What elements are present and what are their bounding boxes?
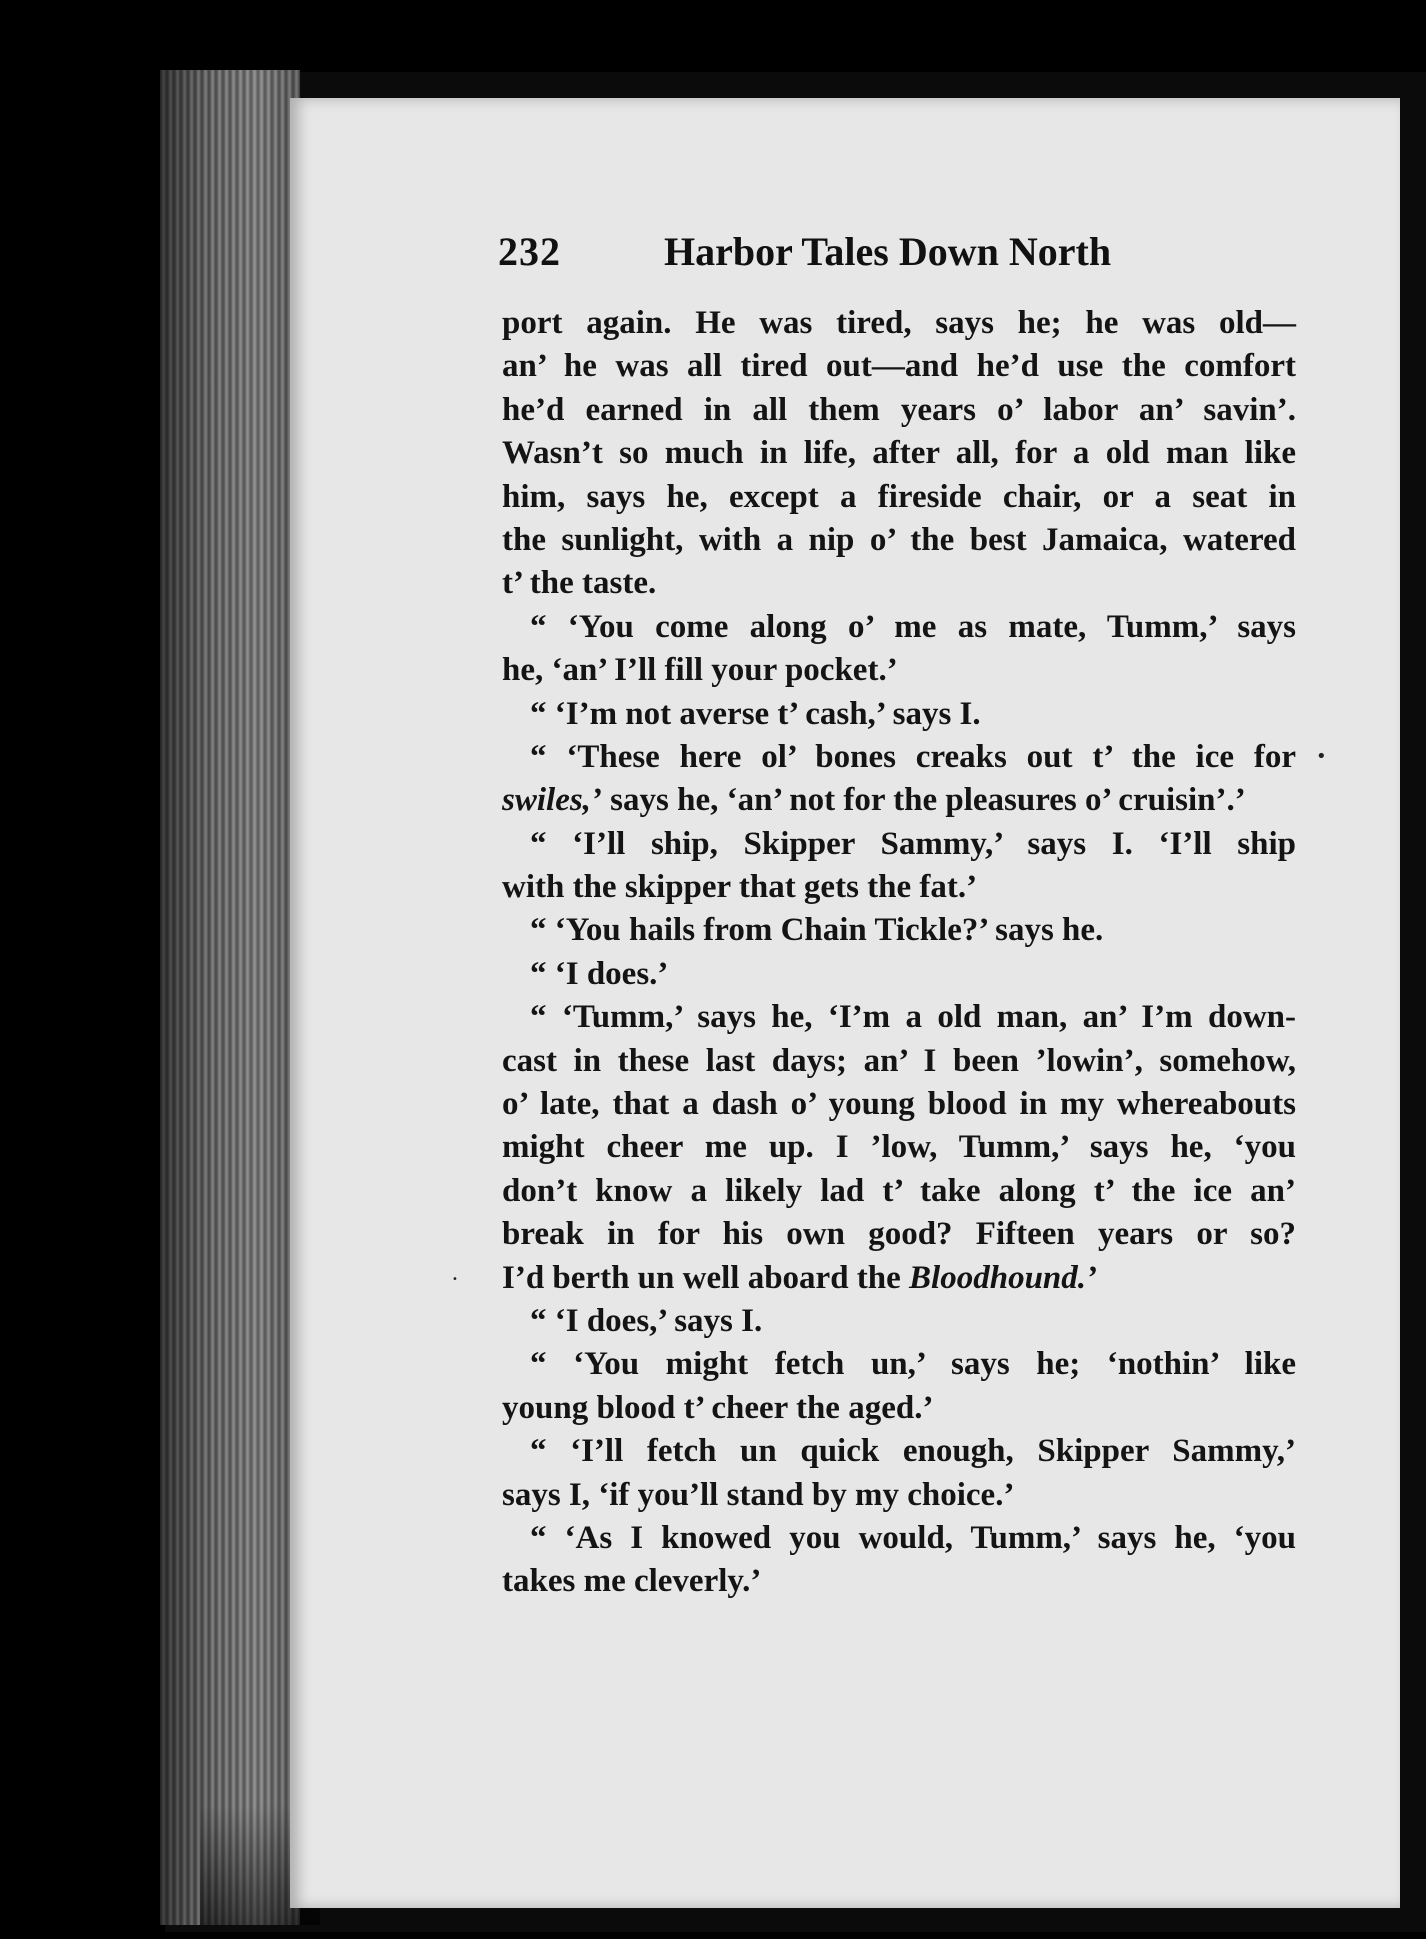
text-line: “ ‘You come along o’ me as mate, Tumm,’ says <box>530 608 1296 645</box>
body-text <box>502 302 1296 1604</box>
text-line: t’ the taste. <box>502 565 657 602</box>
text-line: “ ‘I does,’ says I. <box>530 1302 763 1339</box>
text-line: the sunlight, with a nip o’ the best Jamaica, watered <box>502 521 1296 558</box>
text-line: he’d earned in all them years o’ labor an’ savin’. <box>502 391 1296 428</box>
text-line: Wasn’t so much in life, after all, for a old man like <box>502 435 1296 472</box>
italic-word: Bloodhound.’ <box>909 1259 1098 1296</box>
text-line: break in for his own good? Fifteen years or so? <box>502 1216 1296 1253</box>
text-line: “ ‘I does.’ <box>530 955 669 992</box>
text-line: “ ‘These here ol’ bones creaks out t’ the ice for <box>530 738 1296 775</box>
text-line: port again. He was tired, says he; he was old— <box>502 305 1296 341</box>
text-line: he, ‘an’ I’ll fill your pocket.’ <box>502 652 898 689</box>
text-line: “ ‘You hails from Chain Tickle?’ says he. <box>530 912 1104 949</box>
text-line: don’t know a likely lad t’ take along t’ the ice an’ <box>502 1172 1296 1209</box>
text-line: swiles,’ says he, ‘an’ not for the pleasures o’ cruisin’.’ <box>502 782 1246 819</box>
text-line: young blood t’ cheer the aged.’ <box>502 1389 934 1426</box>
text-line: might cheer me up. I ’low, Tumm,’ says he, ‘you <box>502 1129 1296 1166</box>
page-number: 232 <box>498 229 561 274</box>
running-head: Harbor Tales Down North <box>664 229 1112 274</box>
text-line: “ ‘I’ll ship, Skipper Sammy,’ says I. ‘I’ll ship <box>530 825 1296 862</box>
text-line: “ ‘As I knowed you would, Tumm,’ says he, ‘you <box>530 1519 1296 1556</box>
text-line: says I, ‘if you’ll stand by my choice.’ <box>502 1476 1015 1513</box>
text-line: with the skipper that gets the fat.’ <box>502 869 978 906</box>
text-line: him, says he, except a fireside chair, or a seat in <box>502 478 1296 515</box>
text-line: “ ‘You might fetch un,’ says he; ‘nothin’ like <box>530 1346 1296 1383</box>
text-line: takes me cleverly.’ <box>502 1563 762 1600</box>
margin-dot-right: • <box>1316 746 1327 767</box>
margin-dot-left: • <box>452 1274 458 1285</box>
page-header <box>498 228 1398 288</box>
text-line: I’d berth un well aboard the Bloodhound.’ <box>502 1259 1098 1296</box>
text-line: “ ‘I’ll fetch un quick enough, Skipper Sammy,’ <box>530 1433 1296 1470</box>
page-edges <box>160 70 300 1925</box>
text-line: an’ he was all tired out—and he’d use the comfort <box>502 348 1296 385</box>
italic-word: swiles,’ <box>502 782 602 819</box>
text-line: “ ‘I’m not averse t’ cash,’ says I. <box>530 695 981 732</box>
text-line: cast in these last days; an’ I been ’lowin’, somehow, <box>502 1042 1296 1079</box>
text-line: o’ late, that a dash o’ young blood in my whereabouts <box>502 1086 1296 1123</box>
text-line: “ ‘Tumm,’ says he, ‘I’m a old man, an’ I’m down- <box>530 999 1296 1036</box>
